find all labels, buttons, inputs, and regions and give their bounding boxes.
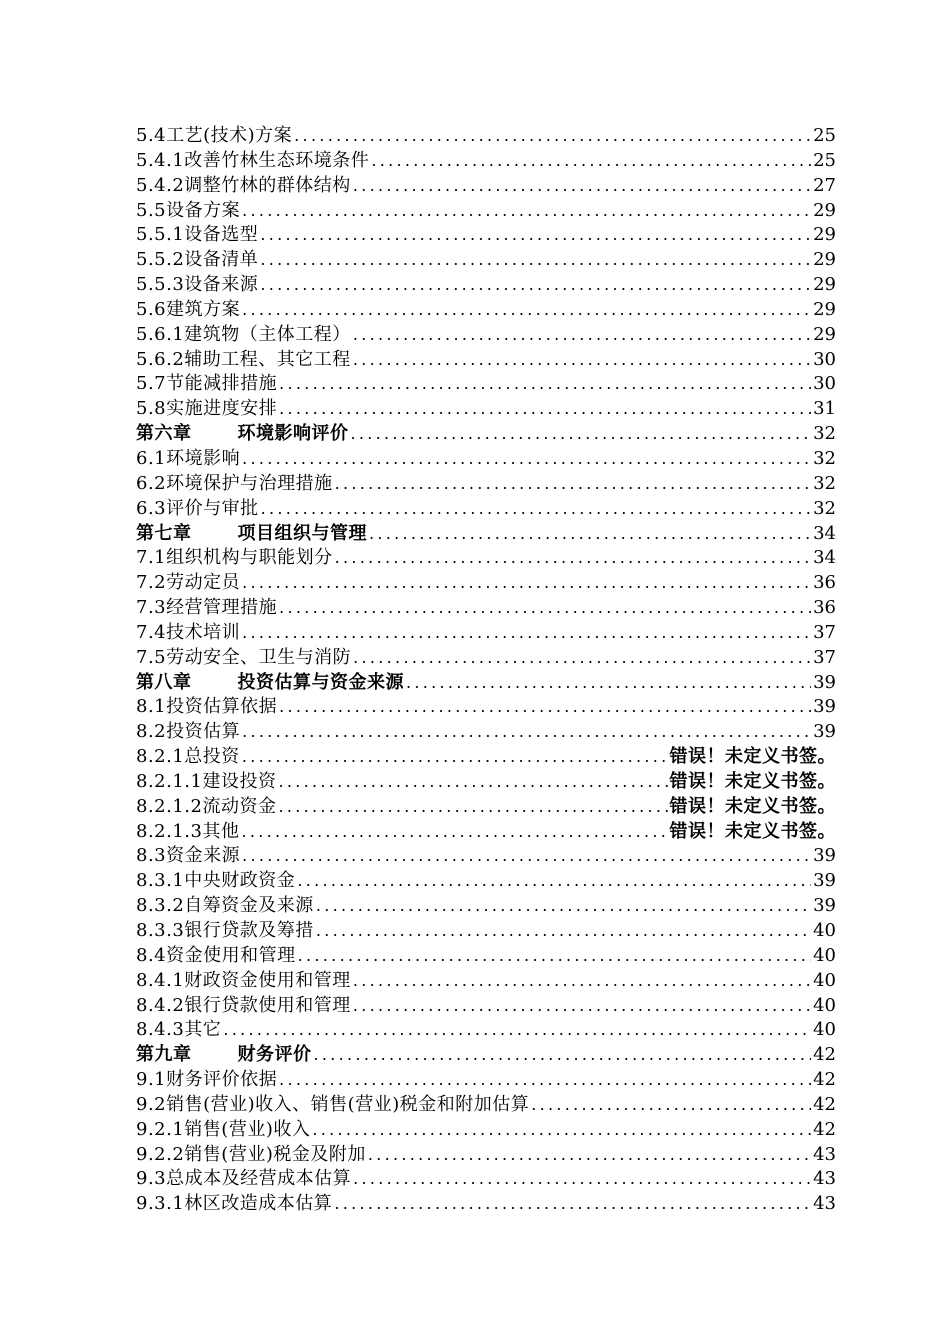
toc-entry[interactable] xyxy=(136,124,836,149)
toc-bookmark-error: 错误！未定义书签。 xyxy=(669,820,836,842)
toc-chapter-entry[interactable] xyxy=(136,1043,836,1068)
toc-chapter-title: 财务评价 xyxy=(237,1044,312,1066)
toc-entry[interactable] xyxy=(136,1167,836,1192)
toc-entry[interactable] xyxy=(136,869,836,894)
toc-page-number: 29 xyxy=(813,199,836,221)
toc-dot-leader xyxy=(279,372,811,397)
toc-entry-label: 8.2.1总投资 xyxy=(136,746,240,768)
toc-entry[interactable] xyxy=(136,1018,836,1043)
toc-dot-leader xyxy=(531,1093,811,1118)
toc-entry[interactable] xyxy=(136,298,836,323)
toc-entry[interactable] xyxy=(136,596,836,621)
toc-dot-leader xyxy=(260,248,811,273)
toc-entry[interactable] xyxy=(136,770,836,795)
toc-dot-leader xyxy=(242,745,668,770)
toc-page-number: 43 xyxy=(813,1143,836,1165)
toc-dot-leader xyxy=(368,1143,811,1168)
toc-page-number: 30 xyxy=(813,348,836,370)
toc-entry[interactable] xyxy=(136,919,836,944)
toc-dot-leader xyxy=(242,199,811,224)
toc-dot-leader xyxy=(279,695,811,720)
toc-chapter-entry[interactable] xyxy=(136,422,836,447)
toc-entry[interactable] xyxy=(136,969,836,994)
toc-dot-leader xyxy=(297,869,811,894)
toc-entry[interactable] xyxy=(136,745,836,770)
toc-page-number: 39 xyxy=(813,870,836,892)
toc-entry-label: 9.3.1林区改造成本估算 xyxy=(136,1193,333,1215)
toc-dot-leader xyxy=(334,1192,811,1217)
toc-page-number: 29 xyxy=(813,323,836,345)
toc-entry-label: 8.2.1.1建设投资 xyxy=(136,770,277,792)
toc-entry[interactable] xyxy=(136,844,836,869)
toc-entry[interactable] xyxy=(136,646,836,671)
toc-page-number: 42 xyxy=(813,1093,836,1115)
toc-entry-label: 5.5.3设备来源 xyxy=(136,274,259,296)
toc-dot-leader xyxy=(335,472,811,497)
toc-entry[interactable] xyxy=(136,1093,836,1118)
toc-dot-leader xyxy=(242,621,811,646)
toc-chapter-number: 第七章 xyxy=(136,522,192,544)
toc-entry-label: 8.2投资估算 xyxy=(136,721,241,743)
toc-entry-label: 8.3资金来源 xyxy=(136,845,241,867)
toc-entry-label: 7.4技术培训 xyxy=(136,621,241,643)
toc-dot-leader xyxy=(353,323,811,348)
toc-entry[interactable] xyxy=(136,397,836,422)
toc-page-number: 29 xyxy=(813,224,836,246)
toc-entry-label: 8.2.1.2流动资金 xyxy=(136,795,277,817)
toc-page-number: 43 xyxy=(813,1193,836,1215)
toc-entry[interactable] xyxy=(136,497,836,522)
toc-dot-leader xyxy=(353,646,811,671)
toc-entry-label: 8.3.2自筹资金及来源 xyxy=(136,895,314,917)
toc-entry-label: 8.4资金使用和管理 xyxy=(136,944,296,966)
toc-page-number: 27 xyxy=(813,174,836,196)
toc-dot-leader xyxy=(316,919,811,944)
toc-entry-label: 9.2销售(营业)收入、销售(营业)税金和附加估算 xyxy=(136,1093,530,1115)
toc-chapter-entry[interactable] xyxy=(136,671,836,696)
toc-dot-leader xyxy=(241,820,667,845)
toc-entry-label: 6.2环境保护与治理措施 xyxy=(136,472,333,494)
toc-page-number: 29 xyxy=(813,249,836,271)
toc-dot-leader xyxy=(353,994,811,1019)
toc-entry-label xyxy=(136,1043,312,1068)
toc-entry-label: 8.3.3银行贷款及筹措 xyxy=(136,920,314,941)
toc-page-number: 31 xyxy=(813,398,836,420)
toc-dot-leader xyxy=(260,223,811,248)
toc-entry[interactable] xyxy=(136,1192,836,1217)
toc-entry[interactable] xyxy=(136,447,836,472)
toc-entry-label: 5.5.2设备清单 xyxy=(136,249,259,271)
toc-entry-label: 5.7节能减排措施 xyxy=(136,373,278,395)
toc-entry-label: 7.1组织机构与职能划分 xyxy=(136,547,333,569)
toc-page-number: 39 xyxy=(813,696,836,718)
toc-entry[interactable] xyxy=(136,248,836,273)
toc-page-number: 37 xyxy=(813,621,836,643)
toc-dot-leader xyxy=(278,770,667,795)
toc-page-number: 42 xyxy=(813,1044,836,1066)
toc-entry[interactable] xyxy=(136,571,836,596)
toc-page-number: 42 xyxy=(813,1069,836,1091)
toc-dot-leader xyxy=(353,174,811,199)
toc-page-number: 40 xyxy=(813,1019,836,1041)
toc-page-number: 36 xyxy=(813,597,836,619)
toc-entry[interactable] xyxy=(136,199,836,224)
toc-entry-label: 8.3.1中央财政资金 xyxy=(136,870,296,892)
toc-page-number: 39 xyxy=(813,895,836,917)
toc-dot-leader xyxy=(261,497,811,522)
toc-entry-label: 8.2.1.3其他 xyxy=(136,820,240,842)
toc-entry-label: 7.5劳动安全、卫生与消防 xyxy=(136,646,352,668)
toc-page-number: 39 xyxy=(813,845,836,867)
toc-entry[interactable] xyxy=(136,149,836,174)
toc-dot-leader xyxy=(279,397,811,422)
toc-page-number: 30 xyxy=(813,373,836,395)
toc-dot-leader xyxy=(242,571,811,596)
toc-page-number: 43 xyxy=(813,1168,836,1190)
toc-entry[interactable] xyxy=(136,372,836,397)
toc-page-number: 39 xyxy=(813,671,836,693)
toc-entry[interactable] xyxy=(136,1143,836,1168)
toc-page-number: 25 xyxy=(813,149,836,171)
toc-entry-label: 8.4.2银行贷款使用和管理 xyxy=(136,994,351,1016)
toc-entry[interactable] xyxy=(136,720,836,745)
toc-entry-label: 5.5.1设备选型 xyxy=(136,224,259,246)
toc-dot-leader xyxy=(279,596,811,621)
toc-page-number: 40 xyxy=(813,920,836,941)
toc-dot-leader xyxy=(279,1068,811,1093)
toc-dot-leader xyxy=(242,844,811,869)
toc-entry-label: 5.4.1改善竹林生态环境条件 xyxy=(136,149,370,171)
toc-entry-label: 5.6.1建筑物（主体工程） xyxy=(136,323,351,345)
toc-dot-leader xyxy=(278,795,667,820)
toc-entry[interactable] xyxy=(136,1068,836,1093)
toc-chapter-number: 第九章 xyxy=(136,1044,192,1066)
toc-entry-label xyxy=(136,671,404,696)
toc-dot-leader xyxy=(260,273,811,298)
toc-chapter-title: 投资估算与资金来源 xyxy=(237,671,404,693)
toc-entry[interactable] xyxy=(136,894,836,919)
toc-entry-label: 6.1环境影响 xyxy=(136,447,241,469)
toc-entry-label: 9.1财务评价依据 xyxy=(136,1069,278,1091)
toc-page-number: 40 xyxy=(813,969,836,991)
toc-dot-leader xyxy=(314,1043,812,1068)
toc-entry[interactable] xyxy=(136,472,836,497)
toc-dot-leader xyxy=(353,348,811,373)
table-of-contents xyxy=(136,124,836,1217)
toc-entry[interactable] xyxy=(136,994,836,1019)
toc-entry[interactable] xyxy=(136,273,836,298)
toc-entry-label: 6.3评价与审批 xyxy=(136,497,259,519)
toc-entry[interactable] xyxy=(136,695,836,720)
toc-page-number: 42 xyxy=(813,1118,836,1140)
toc-page-number: 29 xyxy=(813,298,836,320)
toc-chapter-number: 第八章 xyxy=(136,671,192,693)
toc-page-number: 25 xyxy=(813,125,836,146)
toc-entry-label: 9.2.2销售(营业)税金及附加 xyxy=(136,1143,366,1165)
toc-dot-leader xyxy=(353,1167,811,1192)
toc-page-number: 34 xyxy=(813,547,836,569)
toc-page-number: 36 xyxy=(813,572,836,594)
toc-dot-leader xyxy=(294,124,811,149)
toc-entry-label: 9.2.1销售(营业)收入 xyxy=(136,1118,311,1140)
toc-entry-label: 8.4.3其它 xyxy=(136,1019,222,1041)
toc-page-number: 34 xyxy=(813,522,836,544)
toc-entry-label: 8.4.1财政资金使用和管理 xyxy=(136,969,351,991)
toc-dot-leader xyxy=(406,671,811,696)
toc-chapter-title: 环境影响评价 xyxy=(237,423,349,445)
toc-page-number: 32 xyxy=(813,472,836,494)
toc-entry-label: 5.6.2辅助工程、其它工程 xyxy=(136,348,351,370)
toc-entry[interactable] xyxy=(136,546,836,571)
toc-bookmark-error: 错误！未定义书签。 xyxy=(669,795,836,817)
toc-chapter-number: 第六章 xyxy=(136,423,192,445)
toc-entry-label: 5.8实施进度安排 xyxy=(136,398,278,420)
toc-entry-label: 7.2劳动定员 xyxy=(136,572,241,594)
toc-entry[interactable] xyxy=(136,795,836,820)
toc-page-number: 29 xyxy=(813,274,836,296)
toc-dot-leader xyxy=(371,149,811,174)
toc-entry-label xyxy=(136,522,367,547)
toc-dot-leader xyxy=(316,894,811,919)
toc-entry-label: 8.1投资估算依据 xyxy=(136,696,278,718)
toc-dot-leader xyxy=(242,447,811,472)
toc-entry[interactable] xyxy=(136,1118,836,1143)
toc-entry-label: 7.3经营管理措施 xyxy=(136,597,278,619)
toc-entry-label: 5.6建筑方案 xyxy=(136,298,241,320)
toc-dot-leader xyxy=(351,422,812,447)
toc-entry[interactable] xyxy=(136,174,836,199)
toc-entry-label: 5.4工艺(技术)方案 xyxy=(136,125,293,146)
toc-page-number: 32 xyxy=(813,423,836,445)
toc-entry[interactable] xyxy=(136,944,836,969)
toc-page-number: 39 xyxy=(813,721,836,743)
toc-page-number: 32 xyxy=(813,497,836,519)
toc-entry[interactable] xyxy=(136,820,836,845)
toc-dot-leader xyxy=(242,298,811,323)
toc-dot-leader xyxy=(369,522,811,547)
toc-dot-leader xyxy=(353,969,811,994)
toc-dot-leader xyxy=(335,546,811,571)
toc-dot-leader xyxy=(223,1018,811,1043)
toc-bookmark-error: 错误！未定义书签。 xyxy=(669,746,836,768)
toc-entry[interactable] xyxy=(136,348,836,373)
toc-bookmark-error: 错误！未定义书签。 xyxy=(669,770,836,792)
toc-entry[interactable] xyxy=(136,323,836,348)
toc-entry-label: 9.3总成本及经营成本估算 xyxy=(136,1168,352,1190)
toc-page-number: 40 xyxy=(813,994,836,1016)
toc-page-number: 40 xyxy=(813,944,836,966)
toc-chapter-title: 项目组织与管理 xyxy=(237,522,367,544)
toc-chapter-entry[interactable] xyxy=(136,522,836,547)
toc-dot-leader xyxy=(242,720,811,745)
toc-page-number: 37 xyxy=(813,646,836,668)
toc-entry-label: 5.5设备方案 xyxy=(136,199,241,221)
toc-entry-label: 5.4.2调整竹林的群体结构 xyxy=(136,174,351,196)
toc-dot-leader xyxy=(312,1118,811,1143)
toc-entry[interactable] xyxy=(136,223,836,248)
toc-entry-label xyxy=(136,422,349,447)
toc-page-number: 32 xyxy=(813,447,836,469)
toc-entry[interactable] xyxy=(136,621,836,646)
toc-dot-leader xyxy=(298,944,811,969)
